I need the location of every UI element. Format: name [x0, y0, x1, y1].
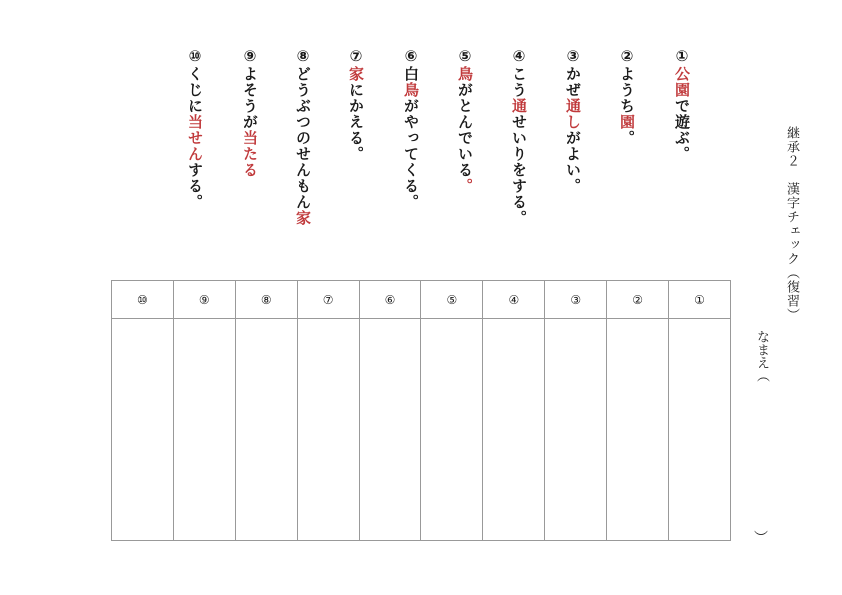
- answer-box[interactable]: [298, 319, 359, 540]
- question-number: ①: [673, 47, 691, 66]
- answer-column-header: ⑩: [112, 281, 173, 319]
- worksheet-title: [782, 126, 801, 322]
- question-number: ④: [510, 47, 528, 66]
- answer-column-3: [544, 281, 606, 540]
- question-text: で遊ぶ。: [673, 98, 691, 162]
- question-text: ようち: [618, 66, 636, 114]
- question-text: がとんでいる: [456, 82, 474, 178]
- target-kanji-text: 当たる: [241, 130, 259, 178]
- answer-column-header: ⑤: [421, 281, 482, 319]
- title-unit: 継承２: [784, 126, 799, 168]
- answer-column-6: [359, 281, 421, 540]
- question-6: [401, 47, 422, 210]
- question-text: がよい。: [564, 130, 582, 194]
- answer-column-1: [668, 281, 730, 540]
- answer-column-header: ③: [545, 281, 606, 319]
- answer-box[interactable]: [236, 319, 297, 540]
- answer-column-header: ⑨: [174, 281, 235, 319]
- target-kanji-text: 通: [510, 98, 528, 114]
- target-kanji-text: 鳥: [456, 66, 474, 82]
- answer-column-4: [482, 281, 544, 540]
- question-number: ⑤: [456, 47, 474, 66]
- question-4: [509, 47, 530, 226]
- answer-box[interactable]: [112, 319, 173, 540]
- target-kanji-text: 鳥: [402, 82, 420, 98]
- target-kanji-text: 公園: [673, 66, 691, 98]
- question-7: [346, 47, 367, 162]
- question-number: ③: [564, 47, 582, 66]
- answer-box[interactable]: [545, 319, 606, 540]
- target-kanji-text: 家: [294, 210, 312, 226]
- question-text: する。: [186, 162, 204, 210]
- question-number: ②: [618, 47, 636, 66]
- answer-column-header: ④: [483, 281, 544, 319]
- question-9: [240, 47, 261, 178]
- question-text: くじに: [186, 66, 204, 114]
- question-8: [293, 47, 314, 226]
- question-10: [185, 47, 206, 210]
- answer-grid: [111, 280, 731, 541]
- target-kanji-text: 園: [618, 114, 636, 130]
- question-text: がやってくる。: [402, 98, 420, 210]
- answer-box[interactable]: [483, 319, 544, 540]
- answer-column-7: [297, 281, 359, 540]
- question-text: せいりをする。: [510, 114, 528, 226]
- question-3: [563, 47, 584, 194]
- answer-column-5: [420, 281, 482, 540]
- question-number: ⑨: [241, 47, 259, 66]
- answer-column-2: [606, 281, 668, 540]
- question-text: よそうが: [241, 66, 259, 130]
- question-number: ⑥: [402, 47, 420, 66]
- answer-column-9: [173, 281, 235, 540]
- answer-box[interactable]: [421, 319, 482, 540]
- question-2: [617, 47, 638, 146]
- question-text: かぜ: [564, 66, 582, 98]
- question-number: ⑩: [186, 47, 204, 66]
- answer-column-header: ⑥: [360, 281, 421, 319]
- name-label: なまえ（: [754, 330, 769, 382]
- question-number: ⑧: [294, 47, 312, 66]
- question-1: [672, 47, 693, 162]
- target-kanji-text: 家: [347, 66, 365, 82]
- answer-column-header: ②: [607, 281, 668, 319]
- question-text: どうぶつのせんもん: [294, 66, 312, 210]
- answer-box[interactable]: [607, 319, 668, 540]
- question-text: にかえる。: [347, 82, 365, 162]
- answer-column-8: [235, 281, 297, 540]
- answer-box[interactable]: [669, 319, 730, 540]
- answer-box[interactable]: [360, 319, 421, 540]
- question-number: ⑦: [347, 47, 365, 66]
- answer-column-10: [112, 281, 173, 540]
- answer-column-header: ①: [669, 281, 730, 319]
- target-kanji-text: 通し: [564, 98, 582, 130]
- answer-column-header: ⑧: [236, 281, 297, 319]
- name-close-bracket: ）: [752, 530, 768, 544]
- answer-box[interactable]: [174, 319, 235, 540]
- question-text: こう: [510, 66, 528, 98]
- target-kanji-text: 当せん: [186, 114, 204, 162]
- question-text: 白: [402, 66, 420, 82]
- question-text: 。: [618, 130, 636, 146]
- title-main: 漢字チェック（復習）: [784, 182, 799, 322]
- answer-column-header: ⑦: [298, 281, 359, 319]
- question-5: [455, 47, 476, 194]
- target-kanji-text: 。: [456, 178, 474, 194]
